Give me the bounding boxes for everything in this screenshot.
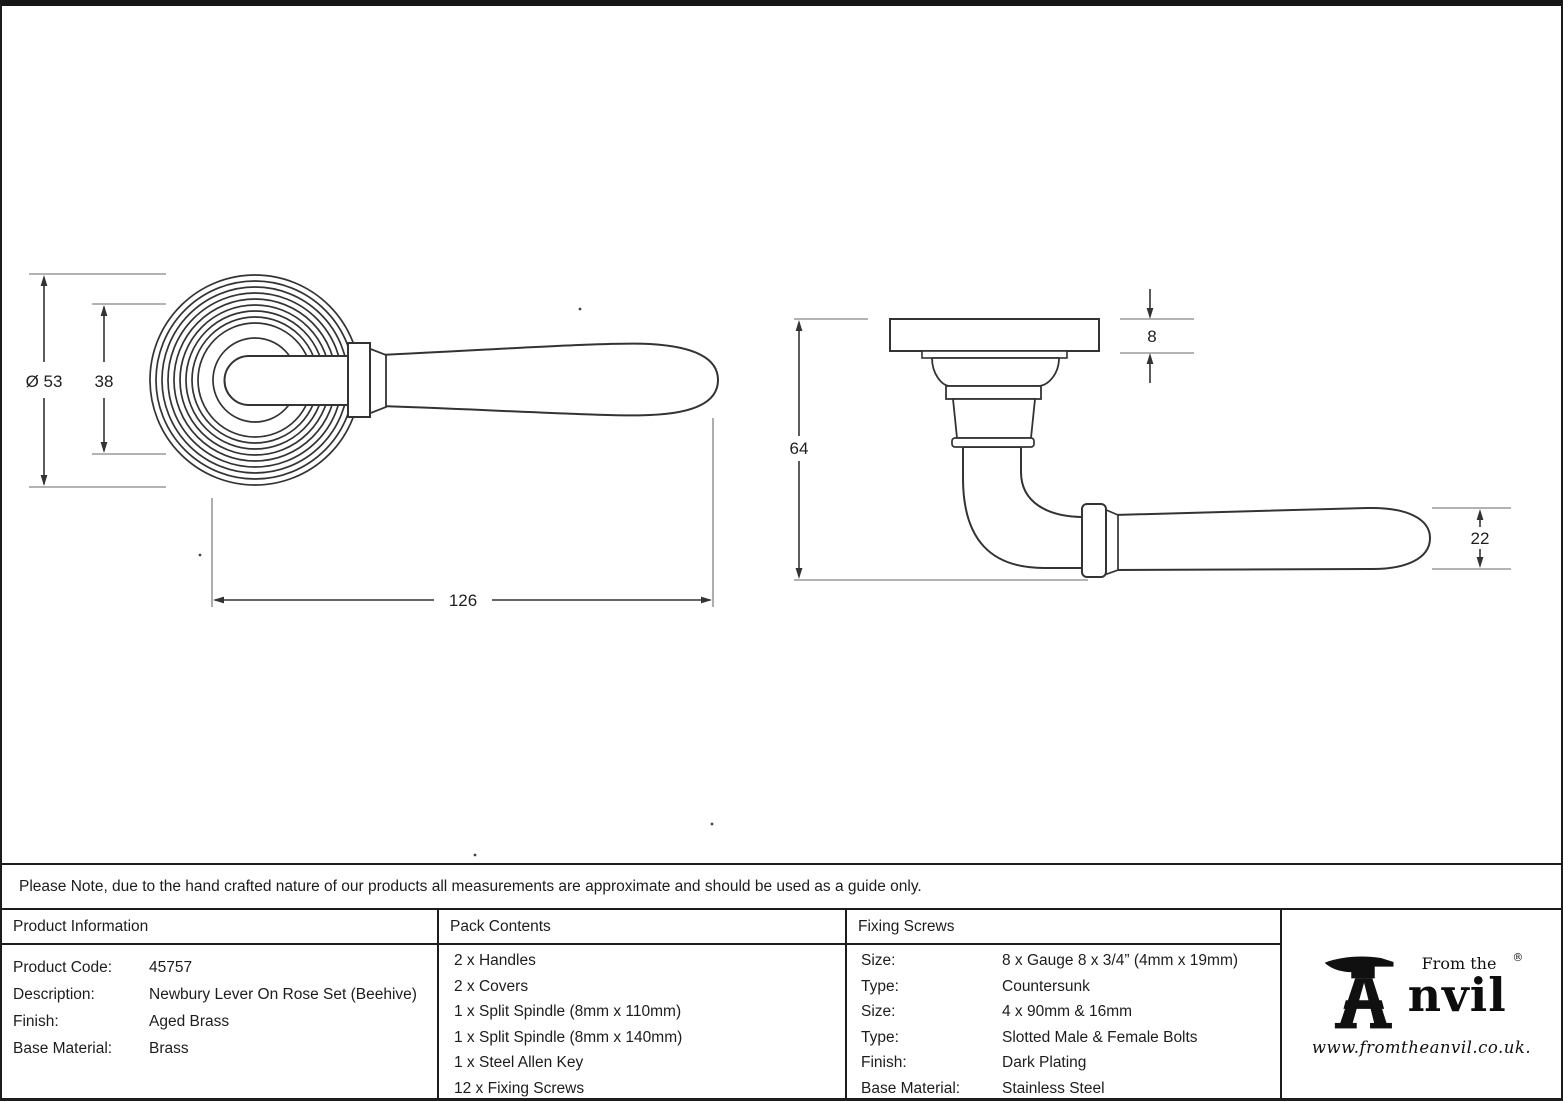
row-label: Type:: [861, 977, 899, 995]
product-information-header: Product Information: [2, 910, 437, 945]
table-row: [847, 999, 1280, 1025]
arrowhead: [101, 442, 108, 453]
note-text: Please Note, due to the hand crafted nature of our products all measurements are approximate and should be used as a guide only.: [19, 877, 922, 895]
fixing-screws-header: Fixing Screws: [847, 910, 1280, 945]
arrowhead: [41, 275, 48, 286]
row-value: 45757: [149, 959, 193, 976]
dim-label-height: 64: [789, 439, 809, 458]
row-label: Type:: [861, 1028, 899, 1046]
arrowhead: [213, 597, 224, 604]
row-label: Product Code:: [13, 959, 113, 976]
brand-logo: [1311, 951, 1532, 1058]
table-row: [2, 1035, 437, 1062]
table-row: [847, 1050, 1280, 1076]
row-label: Base Material:: [13, 1040, 113, 1057]
list-item: 1 x Split Spindle (8mm x 110mm): [454, 1003, 682, 1021]
row-value: 4 x 90mm & 16mm: [1002, 1003, 1133, 1021]
table-row: [2, 981, 437, 1008]
lever-elbow-side: [963, 447, 1084, 568]
dim-label-diameter: Ø 53: [25, 372, 63, 391]
rose-dome-side: [932, 358, 1059, 386]
arrowhead: [101, 305, 108, 316]
list-item: 2 x Covers: [454, 977, 529, 995]
pack-contents-body: [439, 945, 845, 1101]
list-item: 12 x Fixing Screws: [454, 1079, 585, 1097]
arrowhead: [1147, 353, 1154, 364]
rose-backplate-strip: [922, 351, 1067, 358]
technical-drawing: [2, 6, 1563, 863]
dim-label-inner: 38: [94, 372, 114, 391]
brand-name: nvil: [1407, 968, 1507, 1023]
side-view-drawing: [790, 289, 1511, 580]
row-label: Finish:: [13, 1013, 59, 1030]
pack-contents-header: Pack Contents: [439, 910, 845, 945]
lever-grip-side: [1114, 508, 1430, 570]
product-information-column: [2, 910, 439, 1101]
fixing-screws-body: [847, 945, 1280, 1101]
brand-website: www.fromtheanvil.co.uk.: [1311, 1038, 1532, 1058]
pack-contents-column: [439, 910, 847, 1101]
front-view-drawing: [26, 274, 718, 610]
row-value: Slotted Male & Female Bolts: [1002, 1028, 1198, 1046]
arrowhead: [1477, 557, 1484, 568]
row-value: 8 x Gauge 8 x 3/4” (4mm x 19mm): [1002, 952, 1239, 969]
dim-label-rose-thickness: 8: [1147, 327, 1157, 346]
registered-trademark: ®: [1512, 951, 1524, 965]
neck-barrel-side: [953, 399, 1035, 438]
table-row: [847, 948, 1280, 974]
dim-label-grip: 22: [1470, 529, 1490, 548]
arrowhead: [41, 475, 48, 486]
row-value: Stainless Steel: [1002, 1079, 1105, 1097]
table-row: [847, 1025, 1280, 1051]
lever-grip-front: [380, 344, 718, 416]
row-label: Finish:: [861, 1054, 907, 1072]
fixing-screws-column: [847, 910, 1282, 1101]
front-view-extension-lines: [29, 274, 713, 607]
row-label: Size:: [861, 1003, 896, 1021]
arrowhead: [1147, 308, 1154, 319]
table-row: [847, 1076, 1280, 1101]
list-item: 2 x Handles: [454, 952, 536, 969]
table-row: [2, 954, 437, 981]
neck-cylinder-side: [946, 386, 1041, 399]
lever-collar-front: [348, 343, 370, 417]
note-bar: [2, 863, 1561, 908]
rose-plate-side: [890, 319, 1099, 351]
product-information-body: [2, 945, 437, 1062]
list-item: 1 x Split Spindle (8mm x 140mm): [454, 1028, 683, 1046]
anvil-icon: [1320, 954, 1406, 1034]
row-value: Newbury Lever On Rose Set (Beehive): [149, 986, 417, 1003]
lever-neck-front: [225, 356, 350, 405]
row-value: Dark Plating: [1002, 1054, 1087, 1072]
brand-logo-cell: [1282, 910, 1561, 1101]
row-value: Countersunk: [1002, 977, 1090, 995]
lever-collar-side: [1082, 504, 1106, 577]
brand-prefix: From the: [1421, 954, 1497, 974]
row-value: Brass: [149, 1040, 189, 1057]
arrowhead: [796, 568, 803, 579]
table-row: [2, 1008, 437, 1035]
arrowhead: [1477, 509, 1484, 520]
row-label: Size:: [861, 952, 896, 969]
arrowhead: [701, 597, 712, 604]
info-table: [2, 908, 1561, 1098]
list-item: 1 x Steel Allen Key: [454, 1054, 584, 1072]
dim-label-length: 126: [448, 591, 478, 610]
row-label: Base Material:: [861, 1079, 961, 1097]
row-label: Description:: [13, 986, 95, 1003]
table-row: [847, 974, 1280, 1000]
neck-collar-ring-side: [952, 438, 1034, 447]
arrowhead: [796, 320, 803, 331]
row-value: Aged Brass: [149, 1013, 230, 1030]
